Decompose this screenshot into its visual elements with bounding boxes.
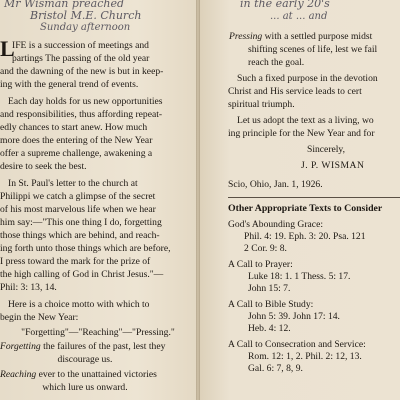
divider bbox=[228, 197, 400, 198]
section-title-consecration: A Call to Consecration and Service: bbox=[228, 339, 366, 350]
handwritten-note-line5: ... at ... and bbox=[270, 11, 328, 22]
paragraph-st-paul-line2: Philippi we catch a glimpse of the secret bbox=[0, 191, 156, 202]
section-title-prayer: A Call to Prayer: bbox=[228, 259, 293, 270]
section-title-grace: God's Abounding Grace: bbox=[228, 219, 323, 230]
forgetting-line2: discourage us. bbox=[57, 354, 113, 365]
adopt-line1: Let us adopt the text as a living, wo bbox=[237, 115, 374, 126]
place-date: Scio, Ohio, Jan. 1, 1926. bbox=[228, 179, 323, 190]
handwritten-note-line2: Bristol M.E. Church bbox=[30, 9, 142, 22]
paragraph-st-paul-line6: ing forth unto those things which are before, bbox=[0, 243, 171, 254]
adopt-line2: ing principle for the New Year and for bbox=[228, 128, 375, 139]
section-ref-grace-2: 2 Cor. 9: 8. bbox=[244, 243, 287, 254]
paragraph-life-line3: and the dawning of the new is but in keep- bbox=[0, 66, 164, 77]
paragraph-opportunities-line4: more does the entering of the New Year bbox=[0, 135, 153, 146]
pressing-text: with a settled purpose midst bbox=[262, 31, 373, 42]
devotion-line2: Christ and His service leads to cert bbox=[228, 86, 362, 97]
paragraph-life-line1: IFE is a succession of meetings and bbox=[12, 40, 149, 51]
handwritten-note-line1: Mr Wisman preached bbox=[4, 0, 125, 10]
forgetting-word: Forgetting bbox=[0, 341, 41, 352]
reaching-line2: which lure us onward. bbox=[42, 382, 128, 393]
paragraph-life-line4: ing with the general trend of events. bbox=[0, 79, 139, 90]
motto-line: "Forgetting"—"Reaching"—"Pressing." bbox=[21, 327, 175, 338]
section-ref-prayer-2: John 15: 7. bbox=[248, 283, 291, 294]
paragraph-st-paul-line9: Phil: 3: 13, 14. bbox=[0, 282, 57, 293]
section-ref-bible-study-1: John 5: 39. John 17: 14. bbox=[248, 311, 340, 322]
pressing-line3: reach the goal. bbox=[248, 57, 305, 68]
reaching-text: ever to the unattained victories bbox=[36, 369, 157, 380]
section-ref-consecration-1: Rom. 12: 1, 2. Phil. 2: 12, 13. bbox=[248, 351, 362, 362]
paragraph-st-paul-line8: the high calling of God in Christ Jesus."— bbox=[0, 269, 164, 280]
paragraph-opportunities-line5: offer a supreme challenge, awakening a bbox=[0, 148, 153, 159]
other-texts-heading: Other Appropriate Texts to Consider bbox=[228, 203, 383, 214]
handwritten-note-line4: in the early 20's bbox=[240, 0, 330, 10]
left-page bbox=[0, 0, 196, 400]
paragraph-st-paul-line5: those things which are behind, and reach- bbox=[0, 230, 160, 241]
paragraph-opportunities-line6: desire to seek the best. bbox=[0, 161, 87, 172]
paragraph-st-paul-line3: of his most marvelous life when we hear bbox=[0, 204, 156, 215]
drop-cap: L bbox=[0, 36, 15, 61]
paragraph-motto-line2: begin the New Year: bbox=[0, 312, 79, 323]
section-ref-bible-study-2: Heb. 4: 12. bbox=[248, 323, 291, 334]
section-title-bible-study: A Call to Bible Study: bbox=[228, 299, 314, 310]
pressing-line bbox=[229, 31, 372, 44]
signature: J. P. WISMAN bbox=[301, 160, 365, 171]
right-page bbox=[200, 0, 400, 400]
paragraph-st-paul-line7: I press toward the mark for the prize of bbox=[0, 256, 151, 267]
paragraph-st-paul-line1: In St. Paul's letter to the church at bbox=[8, 178, 138, 189]
section-ref-prayer-1: Luke 18: 1. 1 Thess. 5: 17. bbox=[248, 271, 351, 282]
closing: Sincerely, bbox=[307, 144, 346, 155]
forgetting-line bbox=[0, 341, 165, 354]
reaching-line bbox=[0, 369, 157, 382]
section-ref-consecration-2: Gal. 6: 7, 8, 9. bbox=[248, 363, 303, 374]
paragraph-life-line2: partings The passing of the old year bbox=[12, 53, 150, 64]
paragraph-motto-line1: Here is a choice motto with which to bbox=[8, 299, 150, 310]
reaching-word: Reaching bbox=[0, 369, 37, 380]
paragraph-opportunities-line2: and responsibilities, thus affording repeat- bbox=[0, 109, 163, 120]
devotion-line3: spiritual triumph. bbox=[228, 99, 295, 110]
pressing-line2: shifting scenes of life, lest we fail bbox=[248, 44, 378, 55]
section-ref-grace-1: Phil. 4: 19. Eph. 3: 20. Psa. 121 bbox=[244, 231, 366, 242]
pressing-word: Pressing bbox=[229, 31, 263, 42]
paragraph-opportunities-line1: Each day holds for us new opportunities bbox=[8, 96, 163, 107]
devotion-line1: Such a fixed purpose in the devotion bbox=[237, 73, 378, 84]
forgetting-text: the failures of the past, lest they bbox=[40, 341, 166, 352]
handwritten-note-line3: Sunday afternoon bbox=[40, 22, 131, 33]
paragraph-st-paul-line4: him say:—"This one thing I do, forgetting bbox=[0, 217, 162, 228]
paragraph-opportunities-line3: edly chances to start anew. How much bbox=[0, 122, 148, 133]
